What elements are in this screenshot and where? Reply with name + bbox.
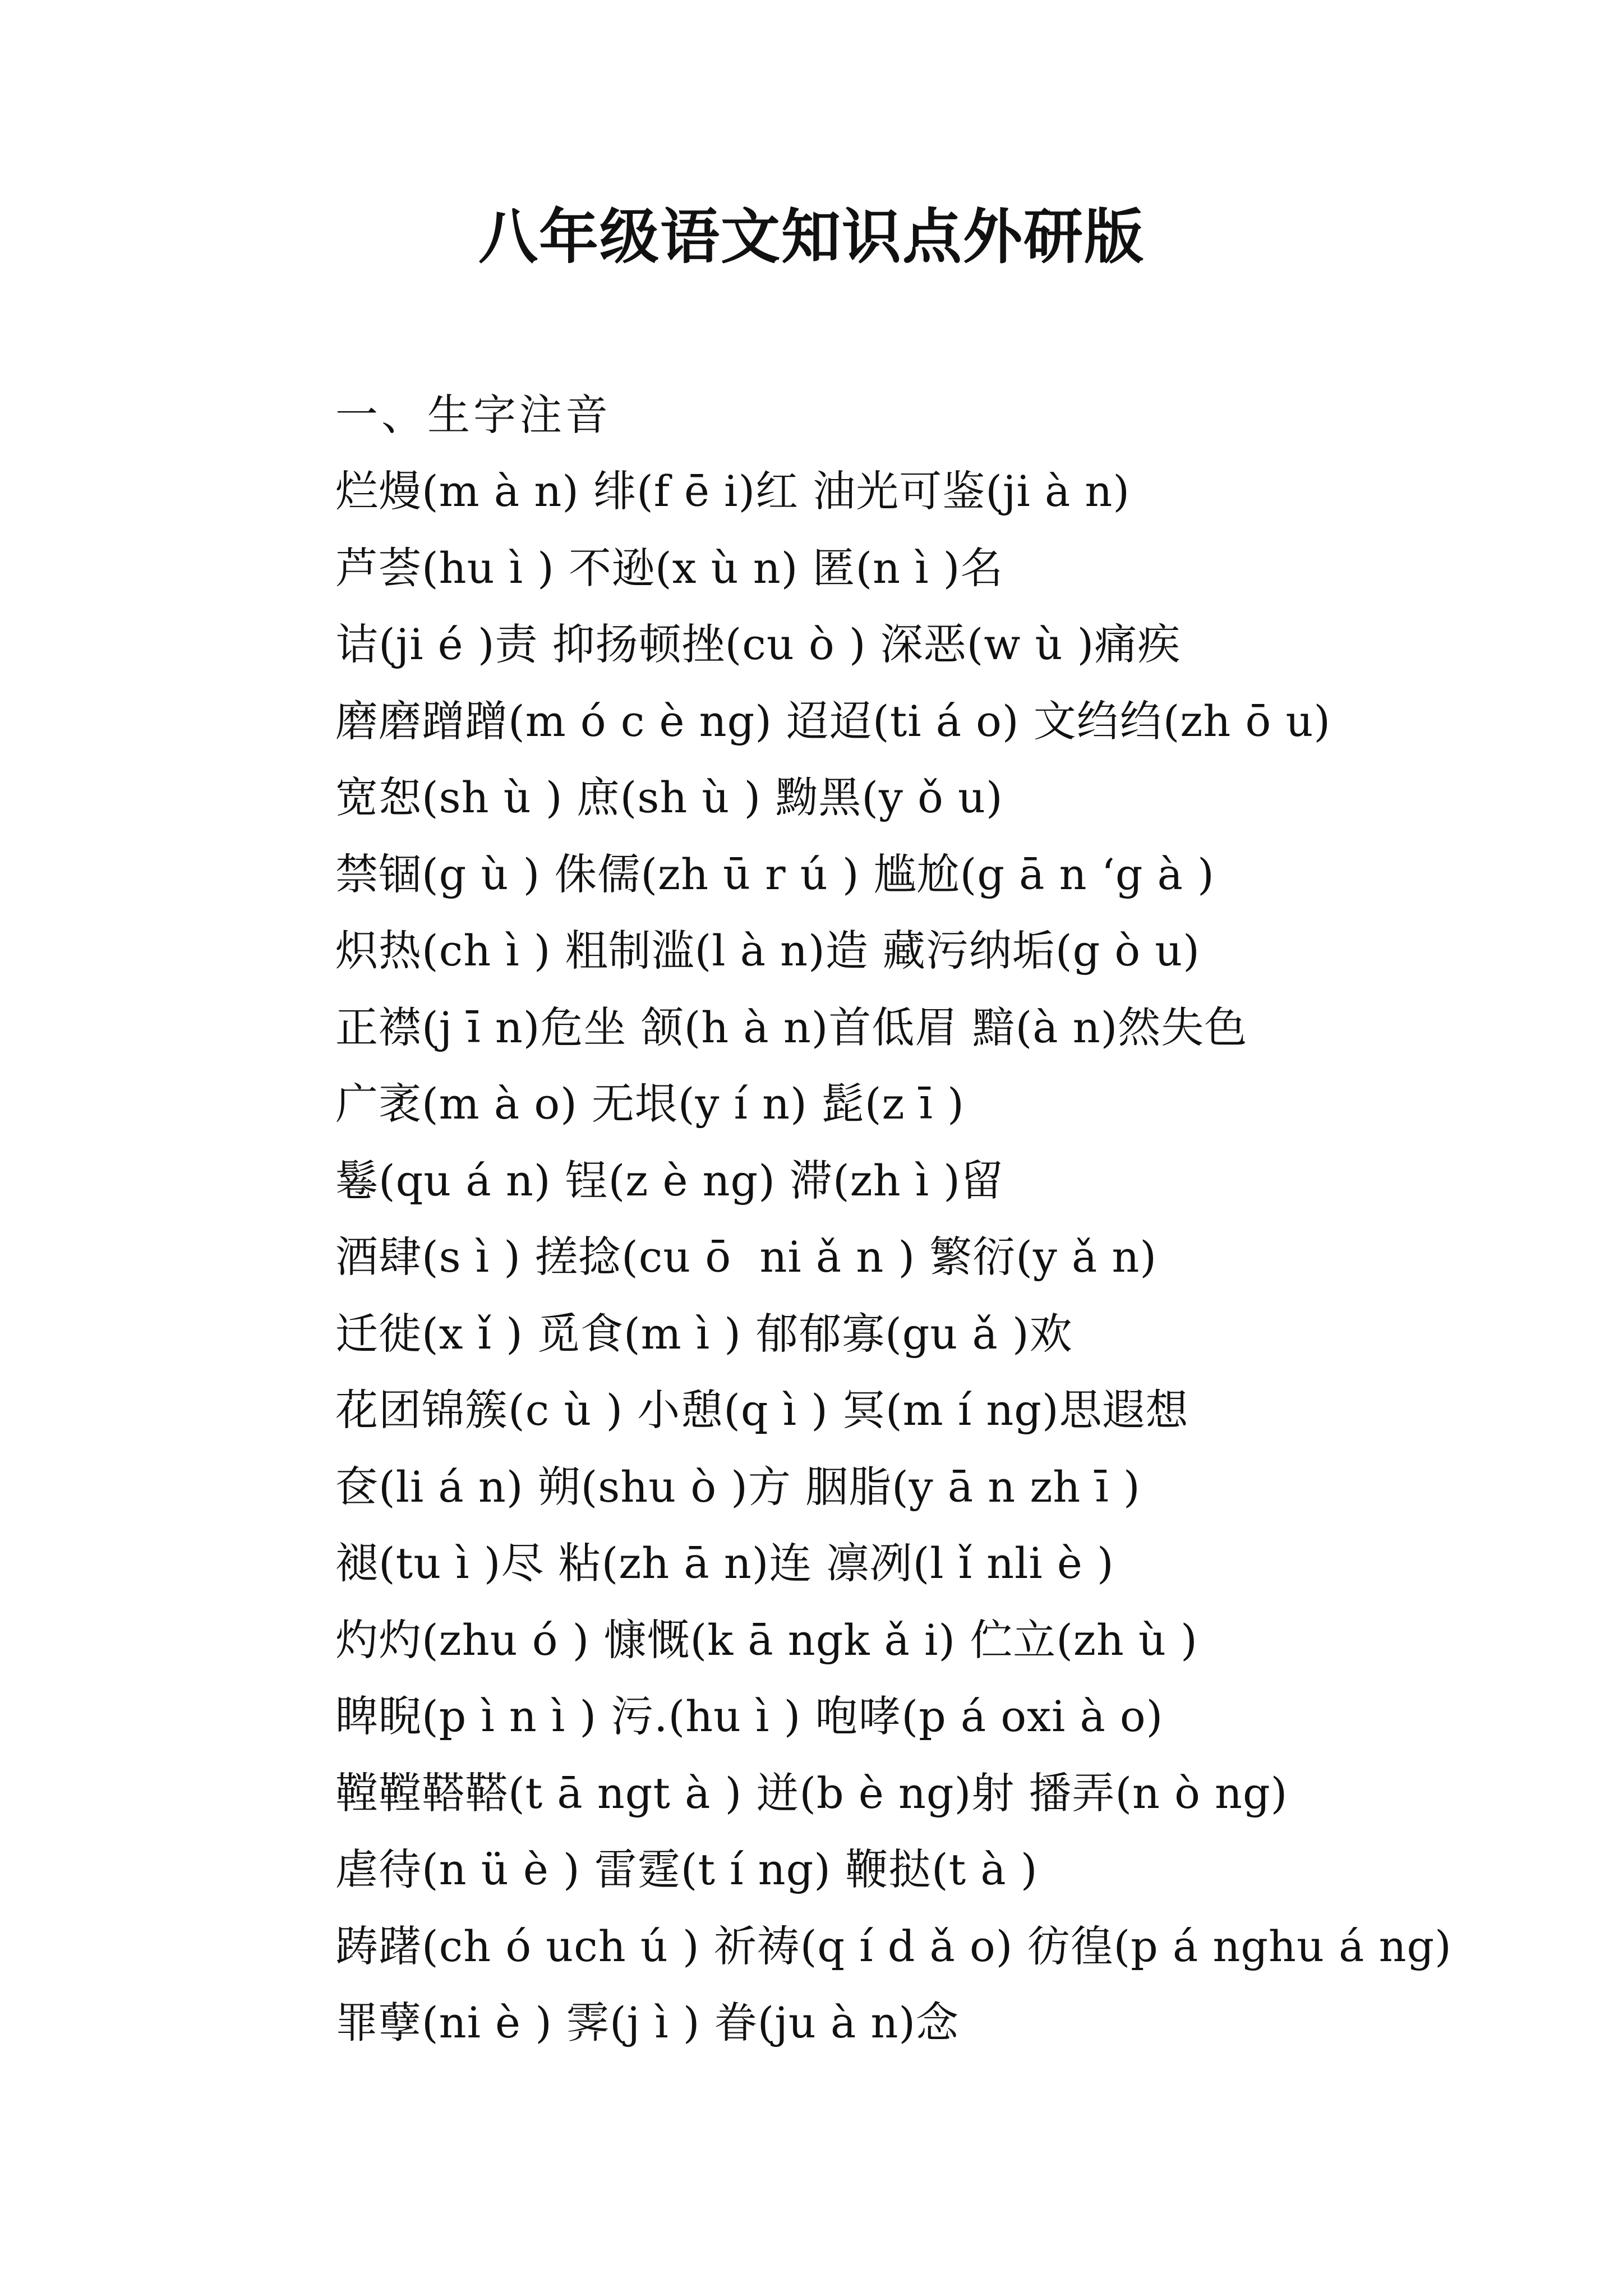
pinyin-entry: 罪孽(ni è ) 霁(j ì ) 眷(ju à n)念 bbox=[335, 1998, 960, 2047]
pinyin-entry: 烂熳(m à n) 绯(f ē i)红 油光可鉴(ji à n) bbox=[335, 466, 1131, 516]
pinyin-entry: 诘(ji é )责 抑扬顿挫(cu ò ) 深恶(w ù )痛疾 bbox=[335, 619, 1181, 669]
pinyin-entry: 奁(li á n) 朔(shu ò )方 胭脂(y ā n zh ī ) bbox=[335, 1461, 1141, 1512]
pinyin-entry: 酒肆(s ì ) 搓捻(cu ō ni ǎ n ) 繁衍(y ǎ n) bbox=[335, 1232, 1158, 1282]
document-title: 八年级语文知识点外研版 bbox=[478, 201, 1145, 272]
pinyin-entry: 禁锢(g ù ) 侏儒(zh ū r ú ) 尴尬(g ā n ‘g à ) bbox=[335, 849, 1215, 899]
pinyin-entry: 鬈(qu á n) 锃(z è ng) 滞(zh ì )留 bbox=[335, 1155, 1004, 1205]
section-heading: 一、生字注音 bbox=[335, 390, 611, 440]
document-body bbox=[335, 377, 1513, 2062]
pinyin-entry: 鞺鞺鞳鞳(t ā ngt à ) 迸(b è ng)射 播弄(n ò ng) bbox=[335, 1768, 1288, 1818]
pinyin-entry-list bbox=[335, 453, 1513, 2062]
pinyin-entry: 炽热(ch ì ) 粗制滥(l à n)造 藏污纳垢(g ò u) bbox=[335, 926, 1200, 976]
pinyin-entry: 宽恕(sh ù ) 庶(sh ù ) 黝黑(y ǒ u) bbox=[335, 772, 1003, 822]
pinyin-entry: 广袤(m à o) 无垠(y í n) 髭(z ī ) bbox=[335, 1079, 965, 1129]
pinyin-entry: 磨磨蹭蹭(m ó c è ng) 迢迢(ti á o) 文绉绉(zh ō u) bbox=[335, 696, 1331, 746]
pinyin-entry: 花团锦簇(c ù ) 小憩(q ì ) 冥(m í ng)思遐想 bbox=[335, 1385, 1189, 1435]
pinyin-entry: 芦荟(hu ì ) 不逊(x ù n) 匿(n ì )名 bbox=[335, 542, 1004, 593]
pinyin-entry: 正襟(j ī n)危坐 颔(h à n)首低眉 黯(à n)然失色 bbox=[335, 1002, 1248, 1052]
pinyin-entry: 灼灼(zhu ó ) 慷慨(k ā ngk ǎ i) 伫立(zh ù ) bbox=[335, 1614, 1198, 1665]
pinyin-entry: 虐待(n ü è ) 雷霆(t í ng) 鞭挞(t à ) bbox=[335, 1844, 1038, 1894]
pinyin-entry: 睥睨(p ì n ì ) 污.(hu ì ) 咆哮(p á oxi à o) bbox=[335, 1691, 1164, 1741]
pinyin-entry: 褪(tu ì )尽 粘(zh ā n)连 凛冽(l ǐ nli è ) bbox=[335, 1538, 1114, 1588]
pinyin-entry: 踌躇(ch ó uch ú ) 祈祷(q í d ǎ o) 彷徨(p á nghu á ng) bbox=[335, 1921, 1452, 1971]
pinyin-entry: 迁徙(x ǐ ) 觅食(m ì ) 郁郁寡(gu ǎ )欢 bbox=[335, 1308, 1073, 1359]
